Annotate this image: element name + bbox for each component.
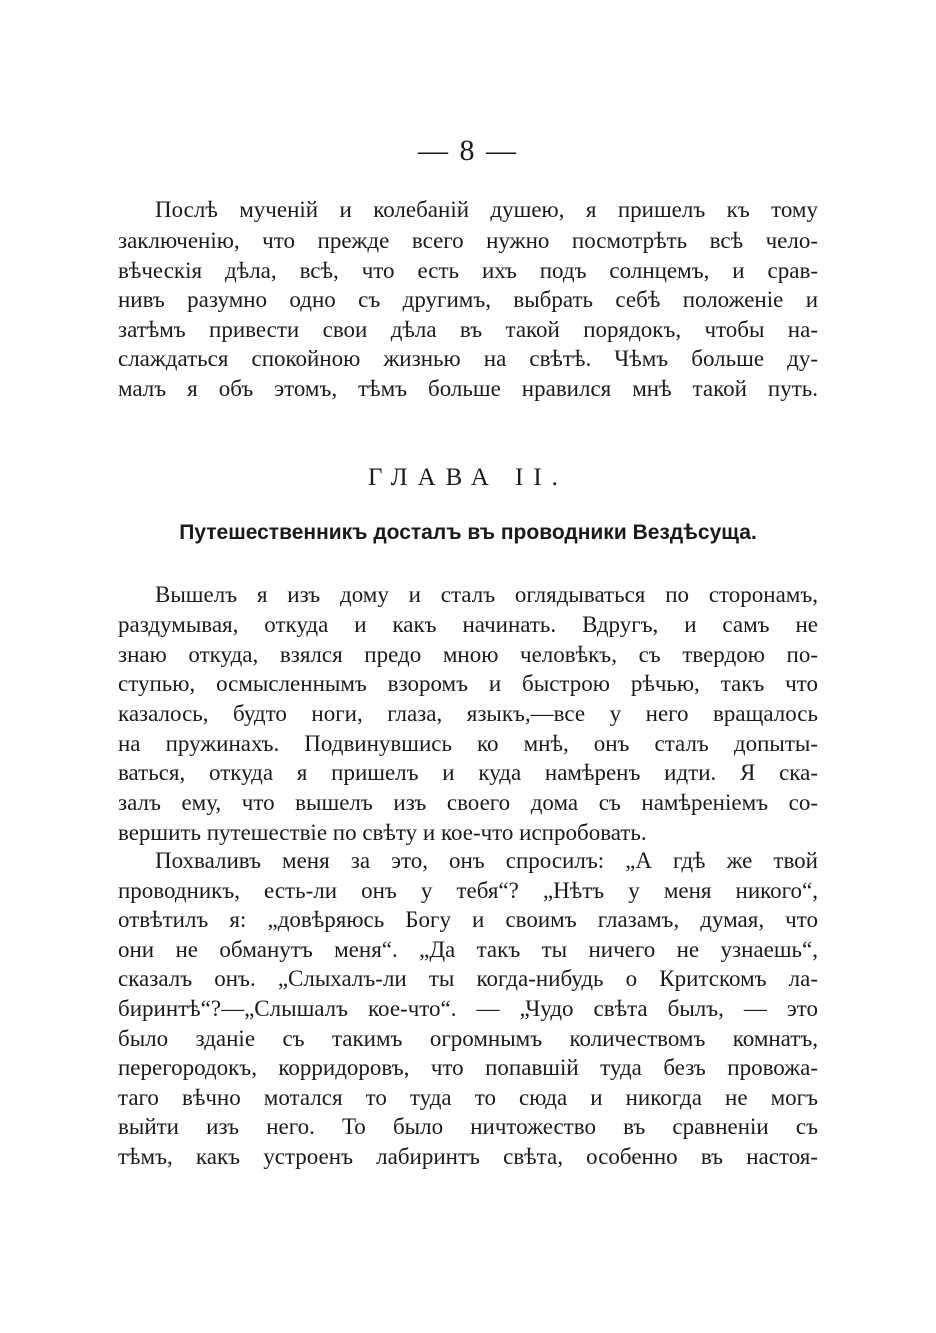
text-line: перегородокъ, корридоровъ, что попавшій туда безъ провожа-	[118, 1055, 818, 1080]
text-line: было зданіе съ такимъ огромнымъ количествомъ комнатъ,	[118, 1026, 818, 1051]
text-line: выйти изъ него. То было ничтожество въ сравненіи съ	[118, 1114, 818, 1139]
text-line: биринтѣ“?—„Слышалъ кое-что“. — „Чудо свѣта былъ, — это	[118, 996, 818, 1021]
text-line: знаю откуда, взялся предо мною человѣкъ, съ твердою по-	[118, 642, 818, 667]
chapter-title: ГЛАВА II.	[368, 464, 568, 491]
text-line: таго вѣчно мотался то туда то сюда и никогда не могъ	[118, 1085, 818, 1110]
text-line: нивъ разумно одно съ другимъ, выбрать себѣ положеніе и	[118, 287, 818, 312]
text-line: сказалъ онъ. „Слыхалъ-ли ты когда-нибудь о Критскомъ ла-	[118, 966, 818, 991]
text-line: ступью, осмысленнымъ взоромъ и быстрою рѣчью, такъ что	[118, 671, 818, 696]
text-line: казалось, будто ноги, глаза, языкъ,—все у него вращалось	[118, 701, 818, 726]
text-line: вершить путешествіе по свѣту и кое-что испробовать.	[118, 820, 647, 845]
text-line: малъ я объ этомъ, тѣмъ больше нравился мнѣ такой путь.	[118, 376, 818, 401]
text-line: отвѣтилъ я: „довѣряюсь Богу и своимъ глазамъ, думая, что	[118, 907, 818, 932]
text-line: заключенію, что прежде всего нужно посмотрѣть всѣ чело-	[118, 228, 818, 253]
text-line: слаждаться спокойною жизнью на свѣтѣ. Чѣмъ больше ду-	[118, 346, 818, 371]
text-line: залъ ему, что вышелъ изъ своего дома съ намѣреніемъ со-	[118, 790, 818, 815]
page-number: — 8 —	[418, 134, 518, 167]
text-line: Вышелъ я изъ дому и сталъ оглядываться по сторонамъ,	[155, 582, 818, 607]
text-line: Послѣ мученій и колебаній душею, я пришелъ къ тому	[155, 197, 818, 222]
chapter-subtitle: Путешественникъ досталъ въ проводники Вездѣсуща.	[179, 521, 757, 544]
text-line: раздумывая, откуда и какъ начинать. Вдругъ, и самъ не	[118, 612, 818, 637]
text-line: они не обманутъ меня“. „Да такъ ты ничего не узнаешь“,	[118, 937, 818, 962]
text-line: Похваливъ меня за это, онъ спросилъ: „А гдѣ же твой	[155, 848, 818, 873]
text-line: вѣческія дѣла, всѣ, что есть ихъ подъ солнцемъ, и срав-	[118, 258, 818, 283]
text-line: тѣмъ, какъ устроенъ лабиринтъ свѣта, особенно въ настоя-	[118, 1144, 818, 1169]
text-line: на пружинахъ. Подвинувшись ко мнѣ, онъ сталъ допыты-	[118, 731, 818, 756]
text-line: затѣмъ привести свои дѣла въ такой порядокъ, чтобы на-	[118, 317, 818, 342]
text-line: проводникъ, есть-ли онъ у тебя“? „Нѣтъ у меня никого“,	[118, 878, 818, 903]
text-line: ваться, откуда я пришелъ и куда намѣренъ идти. Я ска-	[118, 760, 818, 785]
